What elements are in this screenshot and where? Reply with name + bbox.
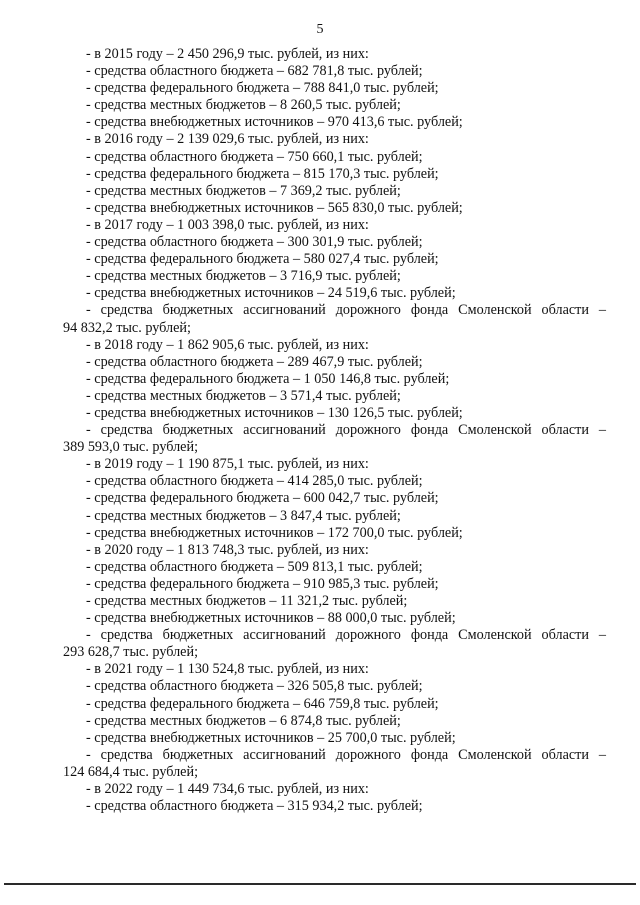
funding-source-line: - средства федерального бюджета – 910 985,3 тыс. рублей; (86, 575, 439, 592)
year-total-line: - в 2018 году – 1 862 905,6 тыс. рублей, из них: (86, 336, 369, 353)
year-total-line: - в 2022 году – 1 449 734,6 тыс. рублей, из них: (86, 781, 369, 798)
road-fund-line: - средства бюджетных ассигнований дорожного фонда Смоленской области – (86, 302, 606, 319)
road-fund-amount-line: 293 628,7 тыс. рублей; (63, 644, 199, 661)
funding-source-line: - средства федерального бюджета – 646 759,8 тыс. рублей; (86, 695, 439, 712)
funding-source-line: - средства федерального бюджета – 815 170,3 тыс. рублей; (86, 165, 439, 182)
funding-source-line: - средства внебюджетных источников – 970 413,6 тыс. рублей; (86, 114, 463, 131)
road-fund-amount-line: 124 684,4 тыс. рублей; (63, 763, 199, 780)
funding-source-line: - средства федерального бюджета – 788 841,0 тыс. рублей; (86, 80, 439, 97)
funding-source-line: - средства областного бюджета – 509 813,1 тыс. рублей; (86, 558, 423, 575)
funding-source-line: - средства местных бюджетов – 7 369,2 тыс. рублей; (86, 182, 401, 199)
funding-source-line: - средства областного бюджета – 315 934,2 тыс. рублей; (86, 798, 423, 815)
year-total-line: - в 2019 году – 1 190 875,1 тыс. рублей, из них: (86, 456, 369, 473)
year-total-line: - в 2020 году – 1 813 748,3 тыс. рублей, из них: (86, 541, 369, 558)
funding-source-line: - средства внебюджетных источников – 25 700,0 тыс. рублей; (86, 729, 456, 746)
funding-list (63, 46, 606, 815)
funding-source-line: - средства областного бюджета – 682 781,8 тыс. рублей; (86, 63, 423, 80)
funding-source-line: - средства внебюджетных источников – 172 700,0 тыс. рублей; (86, 524, 463, 541)
funding-source-line: - средства местных бюджетов – 3 847,4 тыс. рублей; (86, 507, 401, 524)
year-total-line: - в 2017 году – 1 003 398,0 тыс. рублей, из них: (86, 216, 369, 233)
page-number: 5 (316, 22, 324, 37)
year-total-line: - в 2021 году – 1 130 524,8 тыс. рублей, из них: (86, 661, 369, 678)
road-fund-amount-line: 389 593,0 тыс. рублей; (63, 439, 199, 456)
funding-source-line: - средства областного бюджета – 326 505,8 тыс. рублей; (86, 678, 423, 695)
funding-source-line: - средства местных бюджетов – 6 874,8 тыс. рублей; (86, 712, 401, 729)
funding-source-line: - средства областного бюджета – 289 467,9 тыс. рублей; (86, 353, 423, 370)
road-fund-line: - средства бюджетных ассигнований дорожного фонда Смоленской области – (86, 422, 606, 439)
scan-edge-line (4, 883, 636, 885)
funding-source-line: - средства федерального бюджета – 1 050 146,8 тыс. рублей; (86, 370, 450, 387)
funding-source-line: - средства внебюджетных источников – 88 000,0 тыс. рублей; (86, 610, 456, 627)
funding-source-line: - средства федерального бюджета – 600 042,7 тыс. рублей; (86, 490, 439, 507)
funding-source-line: - средства областного бюджета – 300 301,9 тыс. рублей; (86, 234, 423, 251)
year-total-line: - в 2016 году – 2 139 029,6 тыс. рублей, из них: (86, 131, 369, 148)
funding-source-line: - средства внебюджетных источников – 24 519,6 тыс. рублей; (86, 285, 456, 302)
funding-source-line: - средства областного бюджета – 414 285,0 тыс. рублей; (86, 473, 423, 490)
funding-source-line: - средства местных бюджетов – 3 571,4 тыс. рублей; (86, 387, 401, 404)
funding-source-line: - средства местных бюджетов – 11 321,2 тыс. рублей; (86, 593, 408, 609)
year-total-line: - в 2015 году – 2 450 296,9 тыс. рублей, из них: (86, 46, 369, 62)
road-fund-line: - средства бюджетных ассигнований дорожного фонда Смоленской области – (86, 627, 606, 644)
funding-source-line: - средства местных бюджетов – 3 716,9 тыс. рублей; (86, 268, 401, 285)
funding-source-line: - средства внебюджетных источников – 130 126,5 тыс. рублей; (86, 404, 463, 421)
funding-source-line: - средства федерального бюджета – 580 027,4 тыс. рублей; (86, 251, 439, 268)
road-fund-line: - средства бюджетных ассигнований дорожного фонда Смоленской области – (86, 746, 606, 763)
funding-source-line: - средства областного бюджета – 750 660,1 тыс. рублей; (86, 148, 423, 165)
road-fund-amount-line: 94 832,2 тыс. рублей; (63, 319, 191, 336)
funding-source-line: - средства местных бюджетов – 8 260,5 тыс. рублей; (86, 97, 401, 114)
funding-source-line: - средства внебюджетных источников – 565 830,0 тыс. рублей; (86, 199, 463, 216)
